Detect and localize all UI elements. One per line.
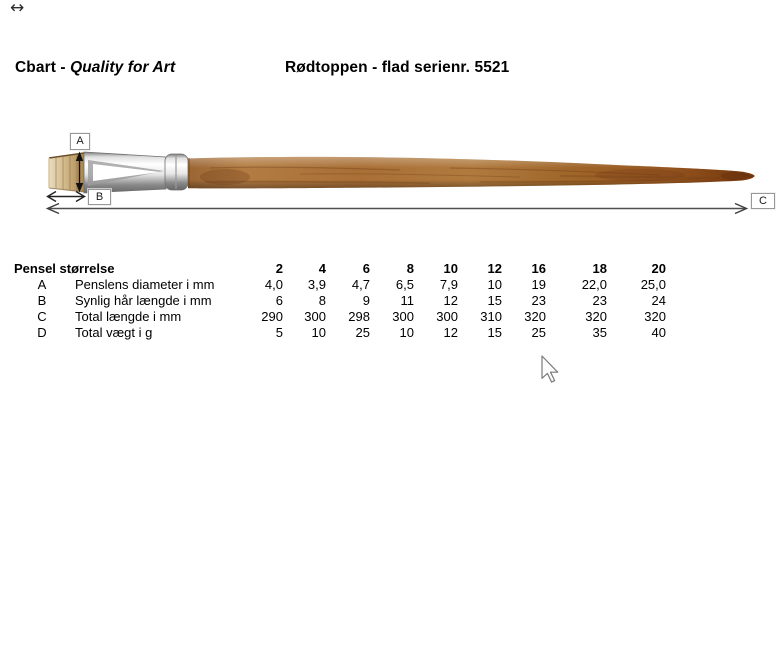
size-column-header: 2 xyxy=(275,261,283,276)
row-label: Synlig hår længde i mm xyxy=(75,293,212,308)
size-column-header: 8 xyxy=(406,261,414,276)
row-value: 25,0 xyxy=(640,277,666,292)
row-value: 10 xyxy=(487,277,502,292)
row-key: A xyxy=(37,277,47,292)
size-column-header: 10 xyxy=(443,261,458,276)
mouse-cursor-icon xyxy=(542,356,558,382)
spec-row-b xyxy=(14,293,666,309)
row-value: 7,9 xyxy=(439,277,458,292)
row-value: 12 xyxy=(443,325,458,340)
row-value: 25 xyxy=(531,325,546,340)
row-value: 15 xyxy=(487,325,502,340)
size-column-header: 20 xyxy=(651,261,666,276)
row-label: Total længde i mm xyxy=(75,309,182,324)
row-value: 298 xyxy=(348,309,370,324)
dimension-arrow-c xyxy=(48,204,747,214)
page-title: Rødtoppen - flad serienr. 5521 xyxy=(285,59,510,76)
row-value: 320 xyxy=(524,309,546,324)
brand-prefix: Cbart - xyxy=(15,59,66,76)
spec-row-a xyxy=(14,277,666,293)
row-label: Total vægt i g xyxy=(75,325,153,340)
row-value: 5 xyxy=(275,325,283,340)
row-value: 23 xyxy=(592,293,607,308)
row-value: 300 xyxy=(392,309,414,324)
brush-handle xyxy=(188,157,755,189)
brand-slogan: Quality for Art xyxy=(70,59,176,76)
row-key: D xyxy=(37,325,47,340)
row-value: 24 xyxy=(651,293,666,308)
spec-table-body xyxy=(14,277,666,341)
dim-label-a: A xyxy=(70,133,90,150)
size-column-header: 6 xyxy=(362,261,370,276)
row-value: 3,9 xyxy=(307,277,326,292)
dim-label-b: B xyxy=(88,189,111,205)
row-value: 320 xyxy=(644,309,666,324)
row-value: 10 xyxy=(311,325,326,340)
row-value: 40 xyxy=(651,325,666,340)
spec-row-c xyxy=(14,309,666,325)
row-value: 11 xyxy=(400,293,414,308)
row-value: 320 xyxy=(585,309,607,324)
row-value: 12 xyxy=(443,293,458,308)
row-value: 4,7 xyxy=(351,277,370,292)
spec-header-row xyxy=(14,261,666,277)
size-column-header: 4 xyxy=(318,261,326,276)
row-value: 10 xyxy=(399,325,414,340)
resize-arrow-icon: ↔ xyxy=(10,0,25,18)
row-value: 25 xyxy=(355,325,370,340)
row-value: 19 xyxy=(531,277,546,292)
row-value: 9 xyxy=(362,293,370,308)
row-label: Penslens diameter i mm xyxy=(75,277,215,292)
row-value: 310 xyxy=(480,309,502,324)
row-key: C xyxy=(37,309,47,324)
spec-table xyxy=(14,261,666,341)
size-column-header: 18 xyxy=(592,261,607,276)
brush-ferrule xyxy=(84,152,188,193)
row-value: 35 xyxy=(592,325,607,340)
row-value: 4,0 xyxy=(264,277,283,292)
row-value: 300 xyxy=(436,309,458,324)
size-column-header: 16 xyxy=(531,261,546,276)
size-column-header: 12 xyxy=(487,261,502,276)
spec-table-title: Pensel størrelse xyxy=(14,261,115,276)
dim-label-c: C xyxy=(751,193,775,209)
row-value: 6,5 xyxy=(395,277,414,292)
spec-row-d xyxy=(14,325,666,341)
row-value: 6 xyxy=(275,293,283,308)
row-value: 15 xyxy=(487,293,502,308)
row-value: 300 xyxy=(304,309,326,324)
dimension-arrow-b xyxy=(48,192,85,202)
row-value: 290 xyxy=(261,309,283,324)
row-value: 8 xyxy=(318,293,326,308)
row-value: 22,0 xyxy=(581,277,607,292)
row-key: B xyxy=(37,293,47,308)
row-value: 23 xyxy=(531,293,546,308)
